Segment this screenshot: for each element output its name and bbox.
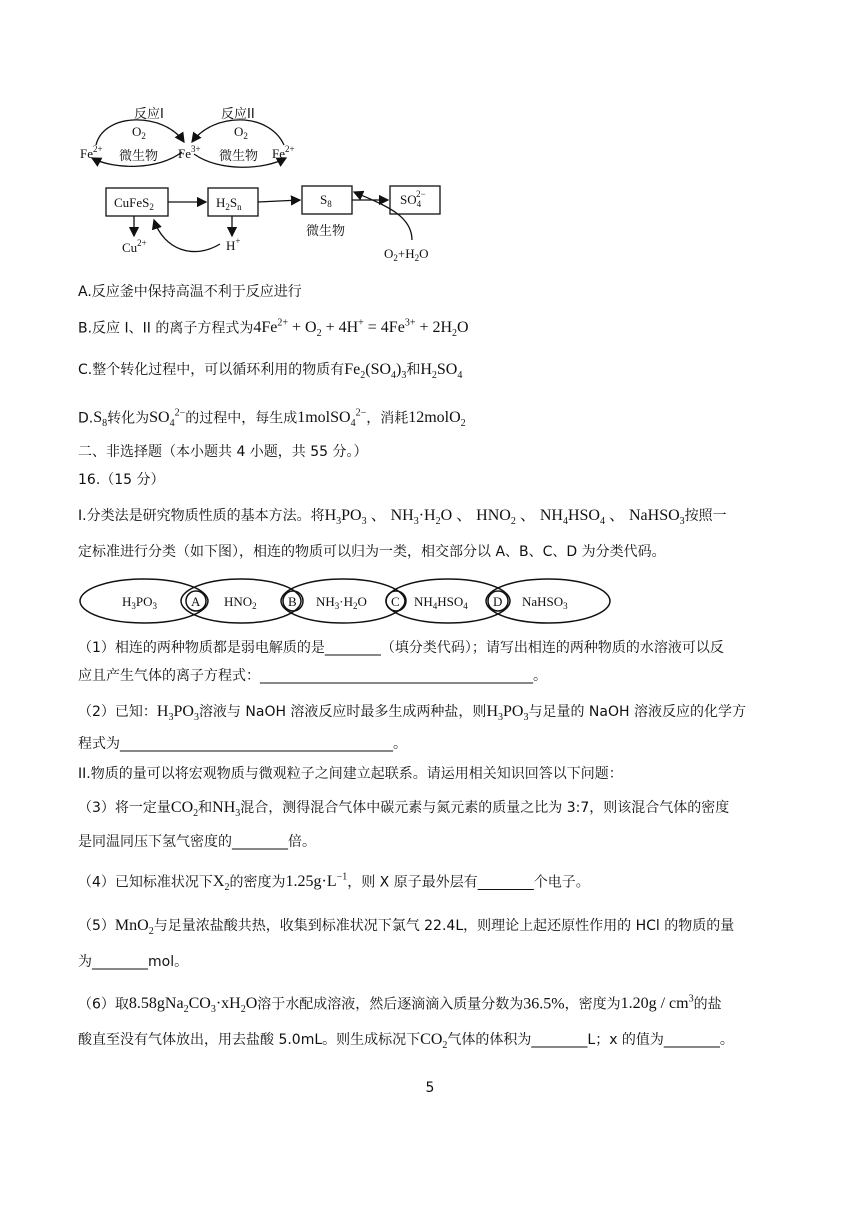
option-b-prefix: B.反应 I、II 的离子方程式为 bbox=[78, 320, 254, 337]
q6-line2: 酸直至没有气体放出，用去盐酸 5.0mL。则生成标况下$CO_2$气体的体积为________L；x 的值为________。 bbox=[78, 1031, 734, 1052]
option-c-mid: 和 bbox=[406, 362, 421, 378]
fe2-right-label: $Fe^{2+}$ bbox=[272, 144, 295, 161]
part1-intro-line2: 定标准进行分类（如下图），相连的物质可以归为一类，相交部分以 A、B、C、D 为分类代码。 bbox=[78, 544, 666, 560]
q1-line2: 应且产生气体的离子方程式：_______________________________________。 bbox=[78, 668, 547, 684]
q6-line1: （6）取$8.58gNa_2CO_3\cdot xH_2O$溶于水配成溶液，然后逐滴滴入质量分数为36.5%，密度为$1.20g / cm^3$的盐 bbox=[78, 994, 722, 1016]
ellipse-label-hno2: $HNO_2$ bbox=[224, 594, 257, 611]
q1-line1: （1）相连的两种物质都是弱电解质的是________（填分类代码）；请写出相连的两种物质的水溶液可以反 bbox=[78, 640, 724, 656]
option-d-mid3: ，消耗 bbox=[366, 410, 409, 427]
q2-line2: 程式为_______________________________________。 bbox=[78, 736, 407, 752]
microbe-label-2: 微生物 bbox=[219, 149, 259, 164]
option-c-prefix: C.整个转化过程中，可以循环利用的物质有 bbox=[78, 362, 345, 378]
o2-label-1: $O_2$ bbox=[132, 124, 146, 141]
option-a: A.反应釜中保持高温不利于反应进行 bbox=[78, 284, 302, 300]
q4-line: （4）已知标准状况下$X_2$的密度为$1.25g\cdot L^{-1}$，则 X 原子最外层有________个电子。 bbox=[78, 872, 590, 894]
option-d-mid1: 转化为 bbox=[107, 410, 150, 427]
fe3-center-label: $Fe^{3+}$ bbox=[178, 144, 201, 161]
cufes2-label: CuFeS$_2$ bbox=[114, 195, 154, 212]
h2sn-label: $H_2S_n$ bbox=[216, 195, 242, 212]
part1-intro-line1: I.分类法是研究物质性质的基本方法。将$H_3PO_3$ 、 $NH_3\cdot H_2O$ 、 $HNO_2$ 、 $NH_4HSO_4$ 、 NaHSO$_3$按照一 bbox=[78, 507, 727, 528]
page-number: 5 bbox=[425, 1080, 435, 1096]
cu2-label: $Cu^{2+}$ bbox=[122, 238, 147, 255]
arrow-h-to-cufes2 bbox=[154, 220, 220, 252]
section2-heading: 二、非选择题（本小题共 4 小题，共 55 分。） bbox=[78, 444, 368, 460]
reaction-cycle-diagram bbox=[74, 100, 444, 270]
h-plus-label: H+ bbox=[226, 236, 241, 253]
part2-intro: II.物质的量可以将宏观物质与微观粒子之间建立起联系。请运用相关知识回答以下问题： bbox=[78, 766, 623, 782]
microbe-label-3: 微生物 bbox=[306, 224, 346, 239]
o2-h2o-label: $O_2+H_2O$ bbox=[384, 246, 429, 263]
code-b: B bbox=[288, 594, 297, 609]
fe2-left-label: $Fe^{2+}$ bbox=[80, 144, 103, 161]
classification-ellipses bbox=[78, 574, 618, 628]
o2-label-2: $O_2$ bbox=[234, 124, 248, 141]
ellipse-label-nh3h2o: $NH_3\cdot H_2O$ bbox=[316, 594, 367, 611]
option-b-equation: $4Fe^{2+} + O_2 + 4H^+ = 4Fe^{3+} + 2H_2O$ bbox=[253, 318, 469, 340]
q16-heading: 16.（15 分） bbox=[78, 472, 165, 488]
q5-line2: 为________mol。 bbox=[78, 954, 189, 970]
reaction2-label: 反应II bbox=[221, 107, 255, 122]
arrow-h2sn-s8 bbox=[258, 200, 300, 202]
ellipse-label-nahso3: NaHSO$_3$ bbox=[522, 594, 568, 611]
option-c-formula2: $H_2SO_4$ bbox=[420, 361, 463, 382]
q3-line1: （3）将一定量$CO_2$和$NH_3$混合，测得混合气体中碳元素与氮元素的质量之比为 3:7，则该混合气体的密度 bbox=[78, 799, 730, 820]
q3-line2: 是同温同压下氢气密度的________倍。 bbox=[78, 834, 316, 850]
microbe-label-1: 微生物 bbox=[119, 149, 159, 164]
q2-line1: （2）已知：$H_3PO_3$溶液与 NaOH 溶液反应时最多生成两种盐，则$H_3PO_3$与足量的 NaOH 溶液反应的化学方 bbox=[78, 703, 746, 724]
q5-line1: （5）MnO$_2$与足量浓盐酸共热，收集到标准状况下氯气 22.4L，则理论上起还原性作用的 HCl 的物质的量 bbox=[78, 917, 735, 938]
option-d: $D.S_8$转化为$SO_4^{2-}$的过程中，每生成1molSO$_4^{2-}$，消耗12molO$_2$ bbox=[78, 408, 466, 430]
option-c-formula1: $Fe_2(SO_4)_3$ bbox=[344, 361, 407, 382]
code-c: C bbox=[391, 594, 400, 609]
ellipse-label-h3po3: $H_3PO_3$ bbox=[122, 594, 158, 611]
code-a: A bbox=[191, 594, 201, 609]
reaction1-label: 反应I bbox=[134, 107, 164, 122]
option-b bbox=[78, 314, 469, 345]
option-d-mid2: 的过程中，每生成 bbox=[185, 410, 298, 427]
option-d-prefix: D. bbox=[78, 410, 94, 427]
s8-label: $S_8$ bbox=[320, 192, 332, 209]
code-d: D bbox=[493, 594, 503, 609]
ellipse-label-nh4hso4: $NH_4HSO_4$ bbox=[414, 594, 468, 611]
so4-label: $SO_42-$ bbox=[400, 189, 426, 209]
option-c bbox=[78, 360, 462, 386]
